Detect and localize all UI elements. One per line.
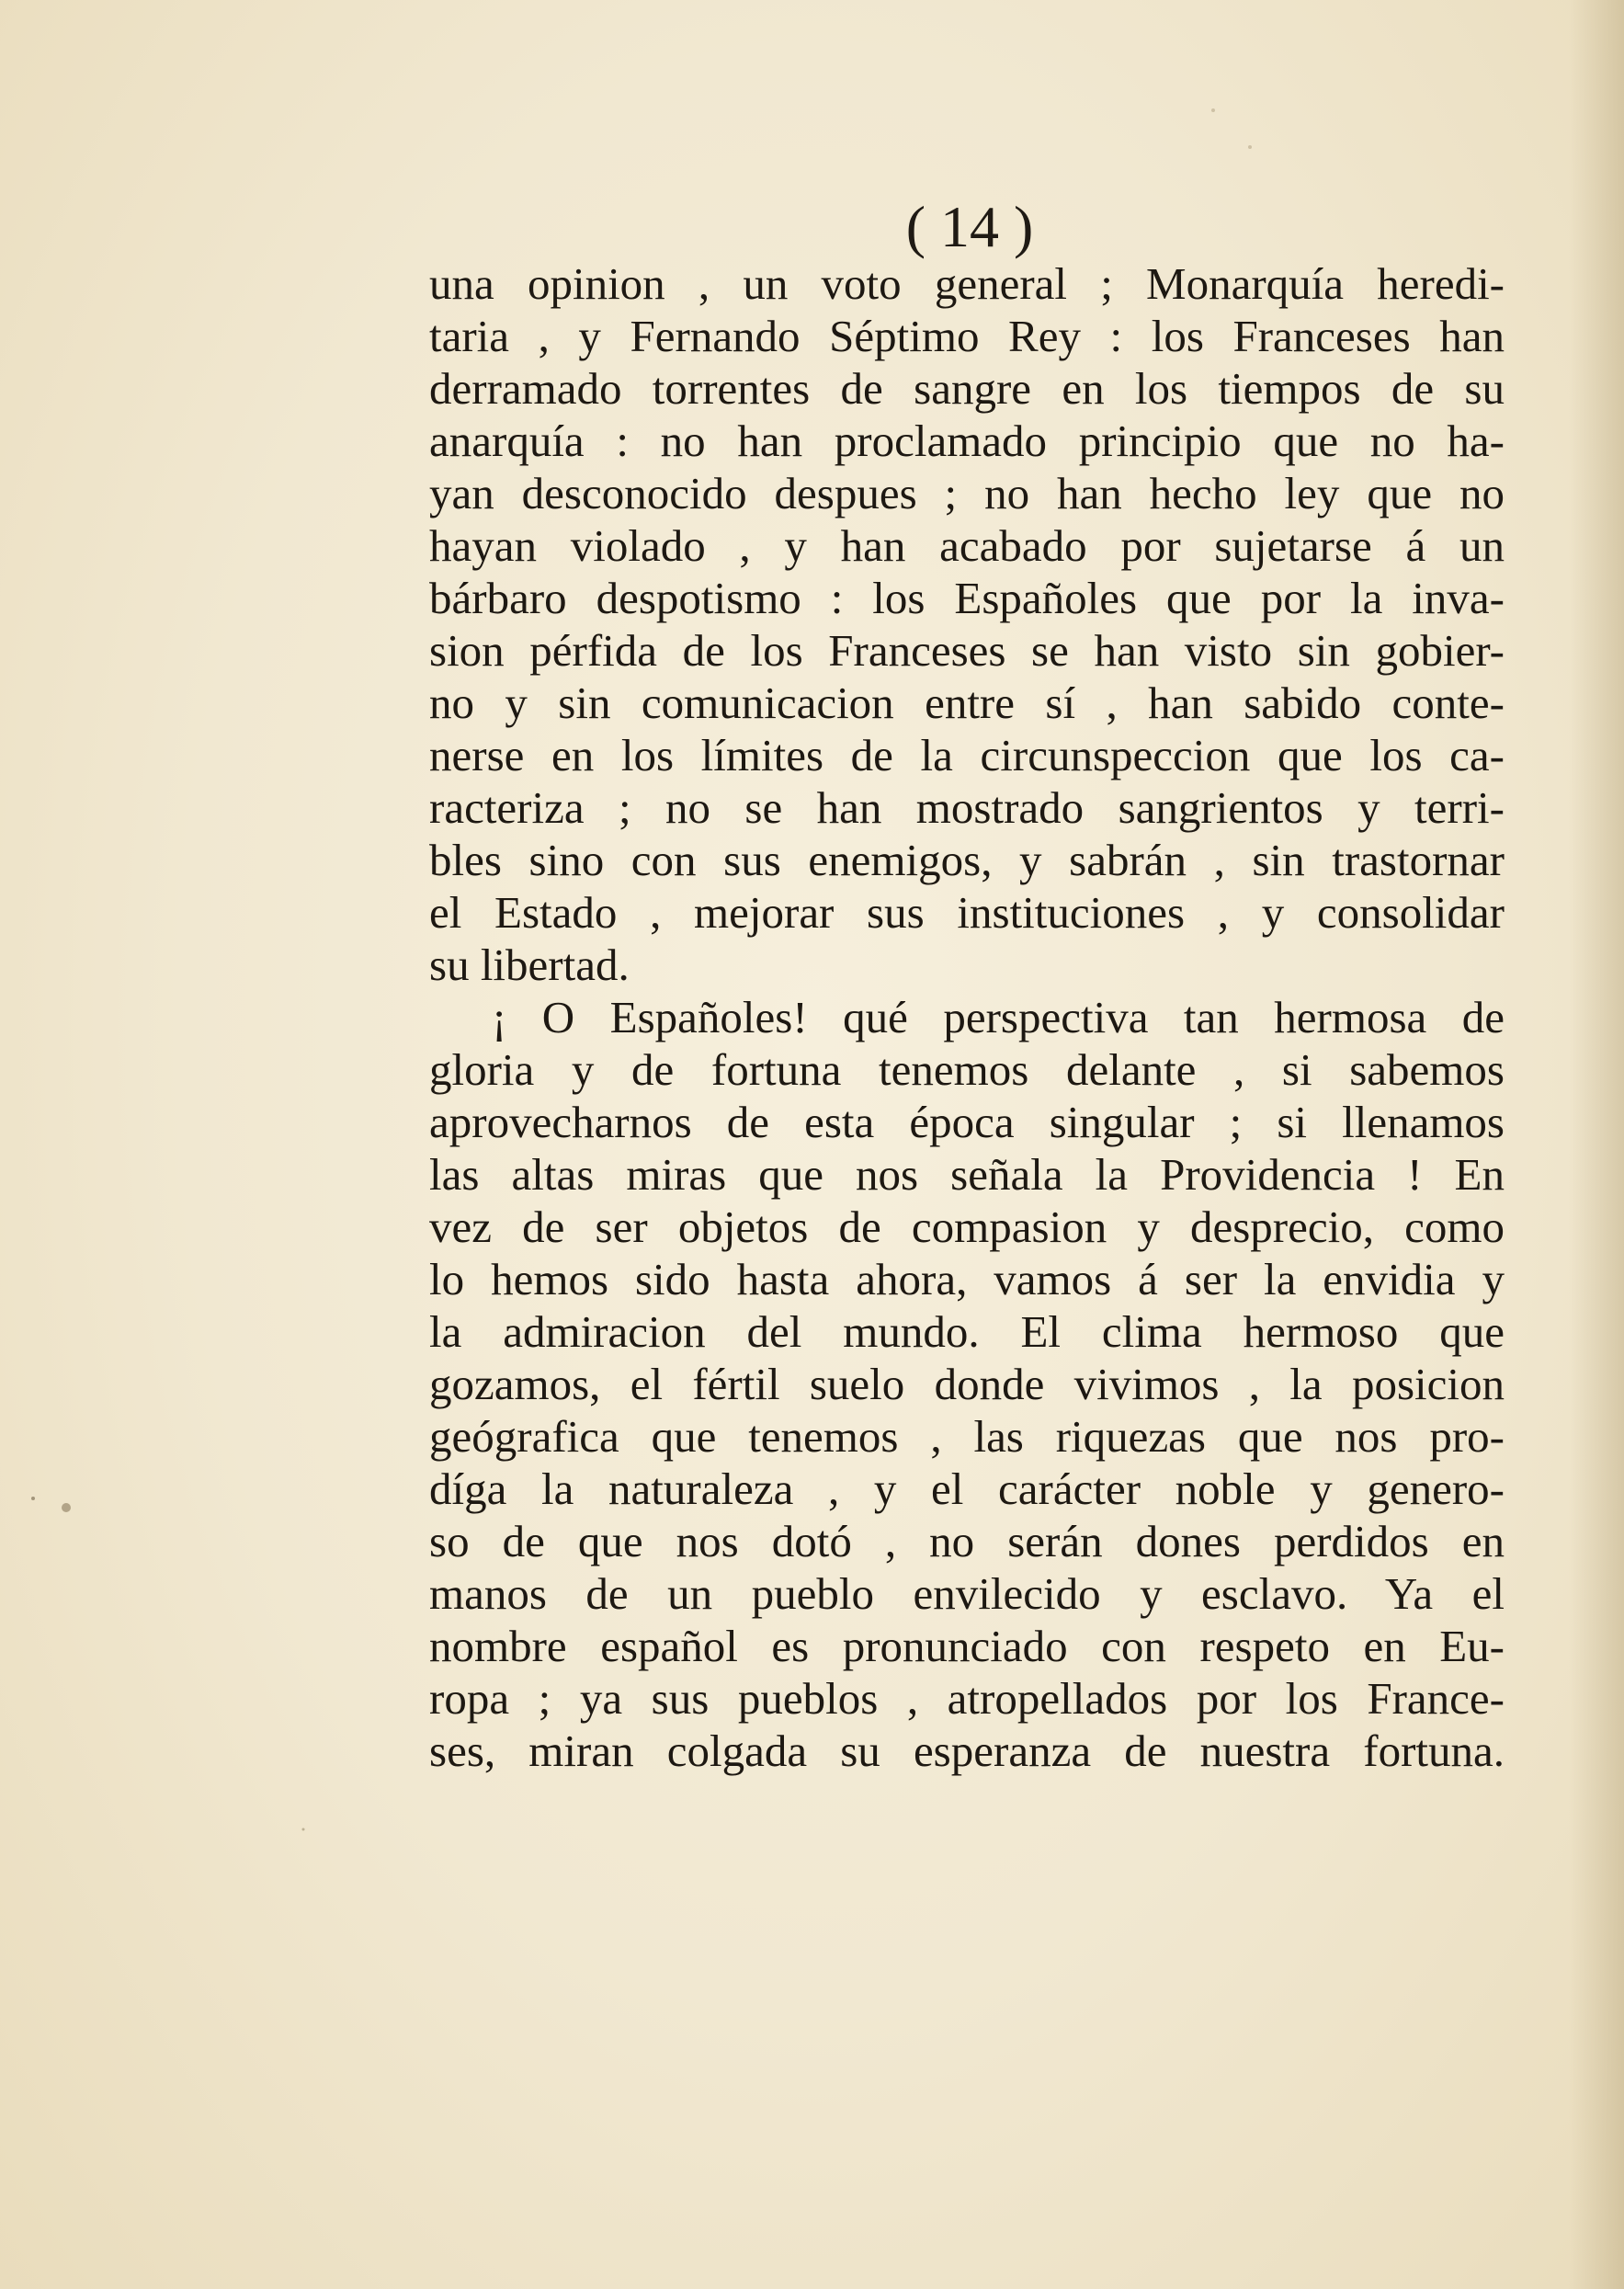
text-line: gloria y de fortuna tenemos delante , si sabemos	[429, 1044, 1505, 1095]
text-line: nerse en los límites de la circunspeccion que los ca-	[429, 730, 1505, 780]
text-line: su libertad.	[429, 940, 630, 990]
text-line: ¡ O Españoles! qué perspectiva tan hermosa de	[492, 992, 1505, 1042]
text-line: no y sin comunicacion entre sí , han sabido conte-	[429, 678, 1505, 728]
paragraph-1	[429, 257, 1505, 991]
text-line: derramado torrentes de sangre en los tiempos de su	[429, 363, 1505, 414]
text-line: ses, miran colgada su esperanza de nuestra fortuna.	[429, 1725, 1505, 1776]
text-line: el Estado , mejorar sus instituciones , y consolidar	[429, 887, 1505, 938]
text-line: lo hemos sido hasta ahora, vamos á ser la envidia y	[429, 1254, 1505, 1304]
page-number: ( 14 )	[905, 194, 1034, 259]
text-line: taria , y Fernando Séptimo Rey : los Franceses han	[429, 311, 1505, 361]
text-line: ropa ; ya sus pueblos , atropellados por los France-	[429, 1673, 1505, 1724]
text-line: racteriza ; no se han mostrado sangrientos y terri-	[429, 782, 1505, 833]
text-line: bles sino con sus enemigos, y sabrán , sin trastornar	[429, 835, 1505, 885]
text-line: sion pérfida de los Franceses se han visto sin gobier-	[429, 625, 1505, 676]
text-line: so de que nos dotó , no serán dones perdidos en	[429, 1516, 1505, 1566]
text-line: vez de ser objetos de compasion y desprecio, como	[429, 1201, 1505, 1252]
text-line: gozamos, el fértil suelo donde vivimos , la posicion	[429, 1359, 1505, 1409]
text-line: yan desconocido despues ; no han hecho ley que no	[429, 468, 1505, 518]
text-line: bárbaro despotismo : los Españoles que por la inva-	[429, 573, 1505, 623]
text-line: aprovecharnos de esta época singular ; si llenamos	[429, 1097, 1505, 1147]
text-line: hayan violado , y han acabado por sujetarse á un	[429, 520, 1505, 571]
text-line: nombre español es pronunciado con respeto en Eu-	[429, 1621, 1505, 1671]
text-line: manos de un pueblo envilecido y esclavo. Ya el	[429, 1568, 1505, 1619]
text-line: geógrafica que tenemos , las riquezas que nos pro-	[429, 1411, 1505, 1462]
text-line: las altas miras que nos señala la Providencia ! En	[429, 1149, 1505, 1200]
body-text	[429, 257, 1505, 1777]
text-line: una opinion , un voto general ; Monarquía heredi-	[429, 258, 1505, 309]
text-line: díga la naturaleza , y el carácter noble y genero-	[429, 1463, 1505, 1514]
text-line: la admiracion del mundo. El clima hermoso que	[429, 1306, 1505, 1357]
text-line: anarquía : no han proclamado principio que no ha-	[429, 416, 1505, 466]
paragraph-2	[429, 991, 1505, 1777]
